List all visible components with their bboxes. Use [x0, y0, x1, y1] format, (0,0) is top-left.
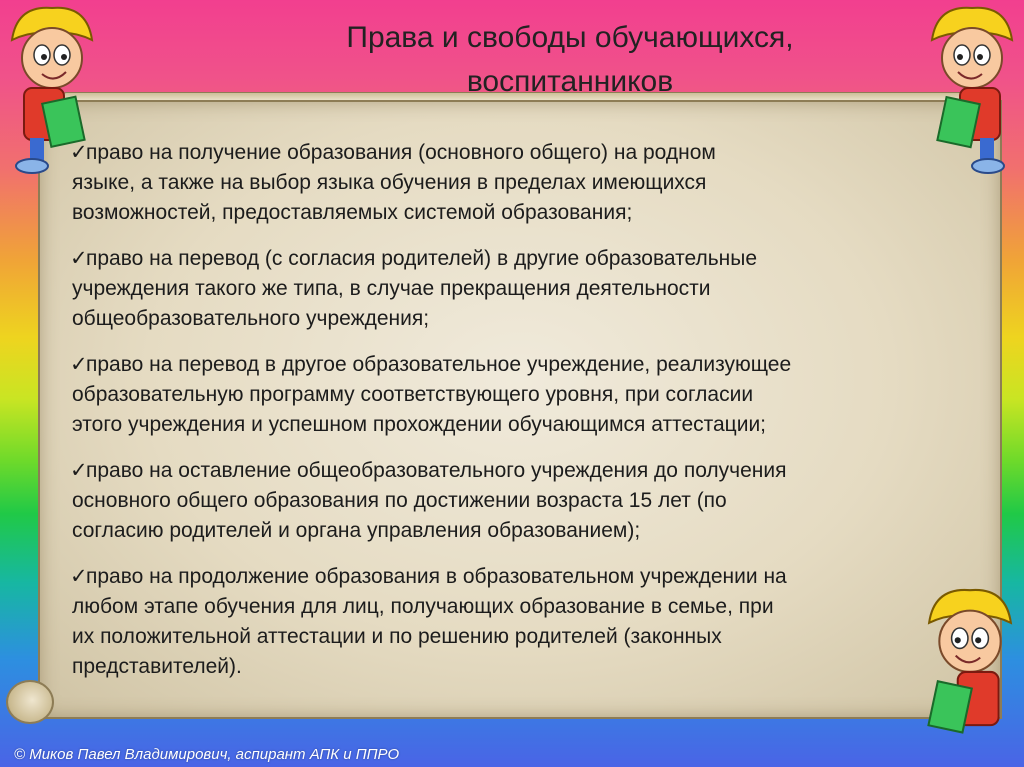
list-item: [72, 244, 977, 334]
footer-credit: © Миков Павел Владимирович, аспирант АПК и ППРО: [14, 746, 400, 763]
item-text: право на перевод в другое образовательное учреждение, реализующее: [86, 353, 792, 376]
item-text: согласию родителей и органа управления образованием);: [72, 519, 641, 542]
rights-list: [72, 138, 977, 698]
item-text: языке, а также на выбор языка обучения в пределах имеющихся: [72, 171, 707, 194]
checkmark-icon: ✓: [70, 565, 88, 588]
list-item: [72, 138, 977, 228]
item-text: их положительной аттестации и по решению родителей (законных: [72, 625, 722, 648]
item-text: представителей).: [72, 655, 242, 678]
title-line-2: воспитанников: [466, 65, 674, 98]
checkmark-icon: ✓: [70, 141, 88, 164]
kid-with-book-icon: [2, 0, 102, 180]
item-text: право на продолжение образования в образовательном учреждении на: [86, 565, 787, 588]
checkmark-icon: ✓: [70, 459, 88, 482]
list-item: [72, 562, 977, 682]
item-text: общеобразовательного учреждения;: [72, 307, 430, 330]
checkmark-icon: ✓: [70, 247, 88, 270]
item-text: этого учреждения и успешном прохождении обучающимся аттестации;: [72, 413, 767, 436]
item-text: основного общего образования по достижении возраста 15 лет (по: [72, 489, 727, 512]
title-line-1: Права и свободы обучающихся,: [346, 21, 794, 54]
kid-with-book-icon: [922, 0, 1022, 180]
item-text: учреждения такого же типа, в случае прекращения деятельности: [72, 277, 711, 300]
kid-with-book-icon: [918, 582, 1022, 766]
item-text: возможностей, предоставляемых системой образования;: [72, 201, 633, 224]
item-text: любом этапе обучения для лиц, получающих образование в семье, при: [72, 595, 774, 618]
item-text: образовательную программу соответствующего уровня, при согласии: [72, 383, 754, 406]
scroll-bottom-curl: [6, 680, 54, 724]
list-item: [72, 350, 977, 440]
list-item: [72, 456, 977, 546]
item-text: право на получение образования (основного общего) на родном: [86, 141, 716, 164]
checkmark-icon: ✓: [70, 353, 88, 376]
item-text: право на оставление общеобразовательного учреждения до получения: [86, 459, 787, 482]
item-text: право на перевод (с согласия родителей) в другие образовательные: [86, 247, 758, 270]
slide-title: [230, 16, 910, 104]
